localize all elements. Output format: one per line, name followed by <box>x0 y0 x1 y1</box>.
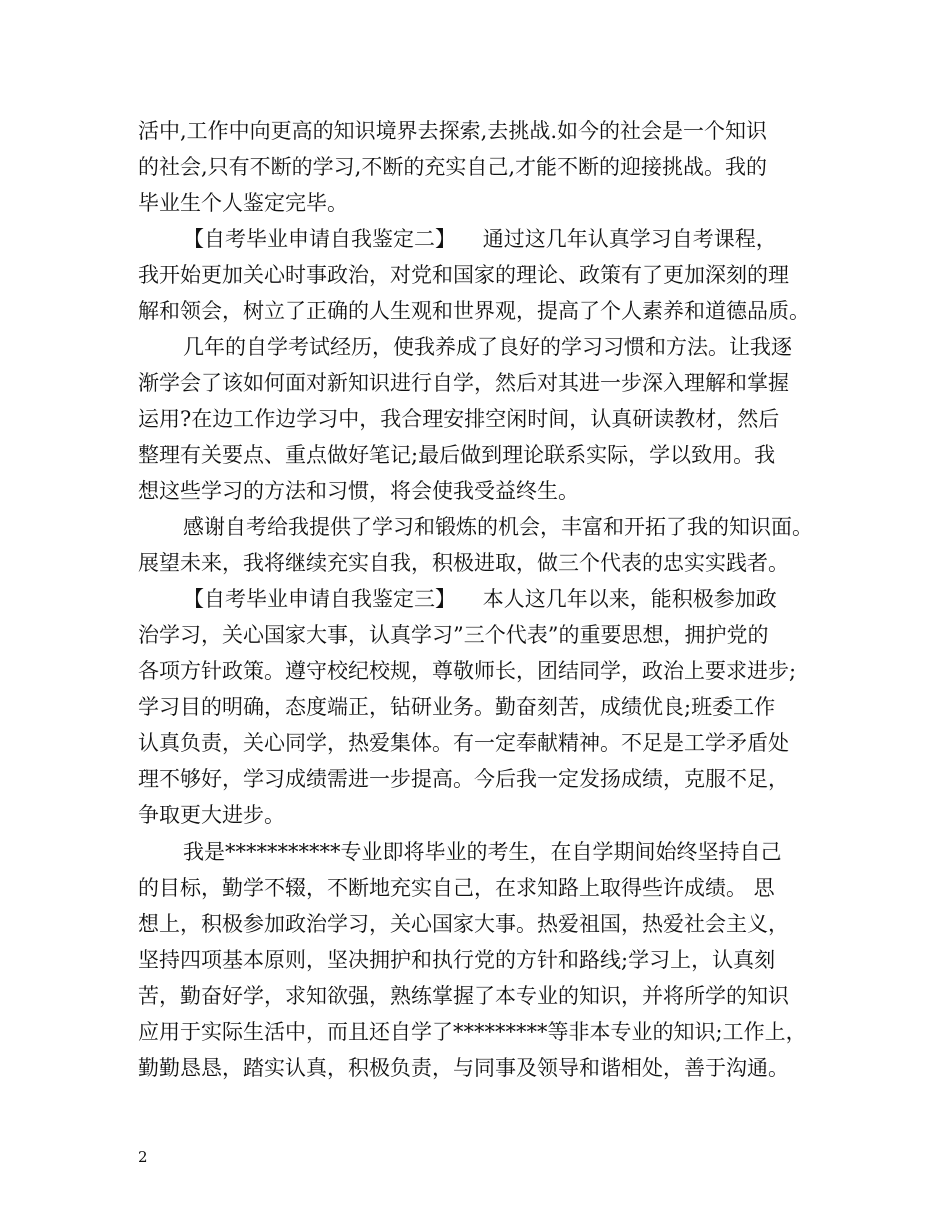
text-line: 的目标，勤学不辍，不断地充实自己，在求知路上取得些许成绩。 思 <box>138 876 775 900</box>
text-line: 活中,工作中向更高的知识境界去探索,去挑战.如今的社会是一个知识 <box>138 119 768 143</box>
text-line: 运用?在边工作边学习中，我合理安排空闲时间，认真研读教材，然后 <box>138 407 780 431</box>
text-line: 想这些学习的方法和习惯，将会使我受益终生。 <box>138 479 579 503</box>
text-line: 展望未来，我将继续充实自我，积极进取，做三个代表的忠实实践者。 <box>138 551 789 575</box>
paragraph-start-line: 几年的自学考试经历，使我养成了良好的学习习惯和方法。让我逐 <box>183 335 792 359</box>
text-line: 治学习，关心国家大事，认真学习”三个代表”的重要思想，拥护党的 <box>138 623 769 647</box>
text-line: 毕业生个人鉴定完毕。 <box>138 191 348 215</box>
text-line: 认真负责，关心同学，热爱集体。有一定奉献精神。不足是工学矛盾处 <box>138 731 789 755</box>
text-line: 想上，积极参加政治学习，关心国家大事。热爱祖国，热爱社会主义， <box>138 912 789 936</box>
page-number: 2 <box>138 1148 148 1166</box>
text-line: 争取更大进步。 <box>138 803 285 827</box>
text-line: 解和领会，树立了正确的人生观和世界观，提高了个人素养和道德品质。 <box>138 299 810 323</box>
text-line: 理不够好，学习成绩需进一步提高。今后我一定发扬成绩，克服不足， <box>138 767 789 791</box>
text-line: 学习目的明确，态度端正，钻研业务。勤奋刻苦，成绩优良;班委工作 <box>138 695 776 719</box>
text-line: 我开始更加关心时事政治，对党和国家的理论、政策有了更加深刻的理 <box>138 263 789 287</box>
text-line: 各项方针政策。遵守校纪校规，尊敬师长，团结同学，政治上要求进步; <box>138 659 797 683</box>
text-line: 的社会,只有不断的学习,不断的充实自己,才能不断的迎接挑战。我的 <box>138 155 768 179</box>
paragraph-start-line: 感谢自考给我提供了学习和锻炼的机会，丰富和开拓了我的知识面。 <box>183 515 813 539</box>
text-line: 坚持四项基本原则，坚决拥护和执行党的方针和路线;学习上，认真刻 <box>138 948 776 972</box>
text-line: 渐学会了该如何面对新知识进行自学，然后对其进一步深入理解和掌握 <box>138 371 789 395</box>
text-line: 整理有关要点、重点做好笔记;最后做到理论联系实际，学以致用。我 <box>138 443 776 467</box>
text-line: 苦，勤奋好学，求知欲强，熟练掌握了本专业的知识，并将所学的知识 <box>138 984 789 1008</box>
section-heading-line: 【自考毕业申请自我鉴定三】 本人这几年以来，能积极参加政 <box>183 587 777 611</box>
text-line: 应用于实际生活中，而且还自学了*********等非本专业的知识;工作上， <box>138 1020 807 1044</box>
text-line: 勤勤恳恳，踏实认真，积极负责，与同事及领导和谐相处，善于沟通。 <box>138 1056 789 1080</box>
paragraph-start-line: 我是***********专业即将毕业的考生，在自学期间始终坚持自己 <box>183 840 782 864</box>
section-heading-line: 【自考毕业申请自我鉴定二】 通过这几年认真学习自考课程， <box>183 227 777 251</box>
